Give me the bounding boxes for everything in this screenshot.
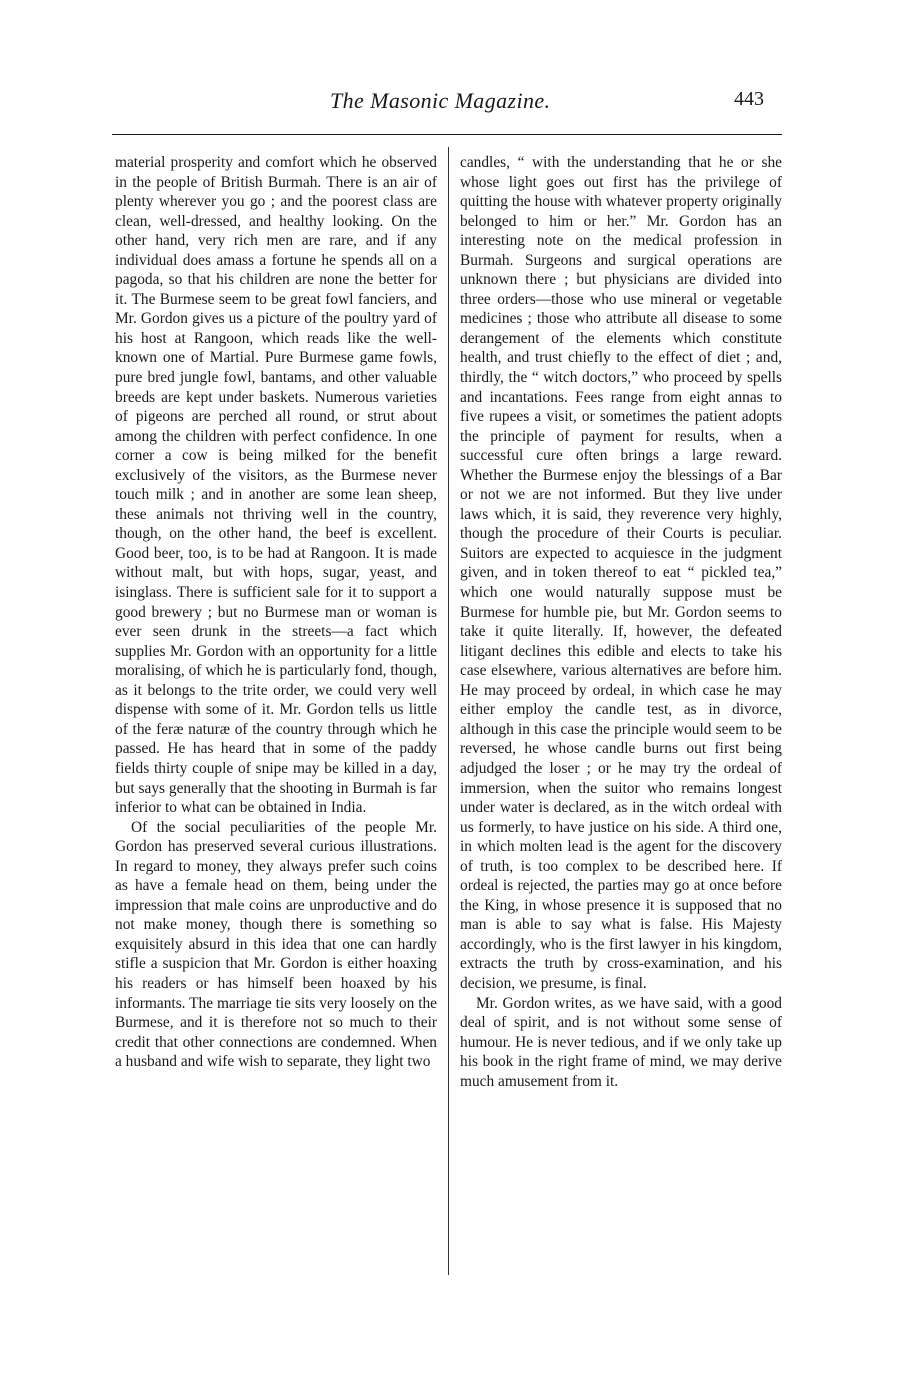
column-divider [448, 147, 449, 1275]
left-column [115, 153, 437, 1072]
right-column [460, 153, 782, 1091]
right-paragraph-2: Mr. Gordon writes, as we have said, with a good deal of spirit, and is not without some sense of humour. He is never tedious, and if we only take up his book in the right frame of mind, we may derive much amusement from it. [460, 994, 782, 1090]
running-head [0, 88, 905, 118]
left-paragraph-1: material prosperity and comfort which he observed in the people of British Burmah. There is an air of plenty wherever you go ; and the poorest class are clean, well-dressed, and healthy looking. On the other hand, very rich men are rare, and if any individual does amass a fortune he spends all on a pagoda, so that his children are none the better for it. The Burmese seem to be great fowl fanciers, and Mr. Gordon gives us a picture of the poultry yard of his host at Rangoon, which reads like the well-known one of Martial. Pure Burmese game fowls, pure bred jungle fowl, bantams, and other valuable breeds are kept under baskets. Numerous varieties of pigeons are perched all round, or strut about among the children with perfect confidence. In one corner a cow is being milked for the benefit exclusively of the visitors, as the Burmese never touch milk ; and in another are some lean sheep, these animals not thriving well in the country, though, on the other hand, the beef is excellent. Good beer, too, is to be had at Rangoon. It is made without malt, but with hops, sugar, yeast, and isinglass. There is sufficient sale for it to support a good brewery ; but no Burmese man or woman is ever seen drunk in the streets—a fact which supplies Mr. Gordon with an opportunity for a little moralising, of which he is particularly fond, though, as it belongs to the trite order, we could very well dispense with some of it. Mr. Gordon tells us little of the feræ naturæ of the country through which he passed. He has heard that in some of the paddy fields thirty couple of snipe may be killed in a day, but says generally that the shooting in Burmah is far inferior to what can be obtained in India. [115, 154, 437, 817]
left-paragraph-2: Of the social peculiarities of the people Mr. Gordon has preserved several curious illustrations. In regard to money, they always prefer such coins as have a female head on them, being under the impression that male coins are unproductive and do not make money, though there is something so exquisitely absurd in this idea that one can hardly stifle a suspicion that Mr. Gordon is either hoaxing his readers or has himself been hoaxed by his informants. The marriage tie sits very loosely on the Burmese, and it is therefore not so much to their credit that other connections are condemned. When a husband and wife wish to separate, they light two [115, 818, 437, 1071]
running-title: The Masonic Magazine. [330, 88, 551, 113]
right-paragraph-1: candles, “ with the understanding that he or she whose light goes out first has the privilege of quitting the house with whatever property originally belonged to him or her.” Mr. Gordon has an interesting note on the medical profession in Burmah. Surgeons and surgical operations are unknown there ; but physicians are divided into three orders—those who use mineral or vegetable medicines ; those who attribute all disease to some derangement of the elements which constitute health, and trust chiefly to the effect of diet ; and, thirdly, the “ witch doctors,” who proceed by spells and incantations. Fees range from eight annas to five rupees a visit, or sometimes the patient adopts the principle of payment for results, when a successful cure often brings a large reward. Whether the Burmese enjoy the blessings of a Bar or not we are not informed. But they live under laws which, it is said, they reverence very highly, though the procedure of their Courts is peculiar. Suitors are expected to acquiesce in the judgment given, and in token thereof to eat “ pickled tea,” which one would naturally suppose must be Burmese for humble pie, but Mr. Gordon seems to take it quite literally. If, however, the defeated litigant declines this edible and elects to take his case elsewhere, various alternatives are before him. He may proceed by ordeal, in which case he may either employ the candle test, as in divorce, although in this case the principle would seem to be reversed, he whose candle burns out first being adjudged the loser ; or he may try the ordeal of immersion, when the suitor who remains longest under water is declared, as in the witch ordeal with us formerly, to have justice on his side. A third one, in which molten lead is the agent for the discovery of truth, is too complex to be described here. If ordeal is rejected, the parties may go at once before the King, in whose presence it is supposed that no man is able to say what is false. His Majesty accordingly, who is the first lawyer in his kingdom, extracts the truth by cross-examination, and his decision, we presume, is final. [460, 154, 782, 992]
page-number: 443 [734, 88, 764, 110]
header-rule [112, 134, 782, 135]
